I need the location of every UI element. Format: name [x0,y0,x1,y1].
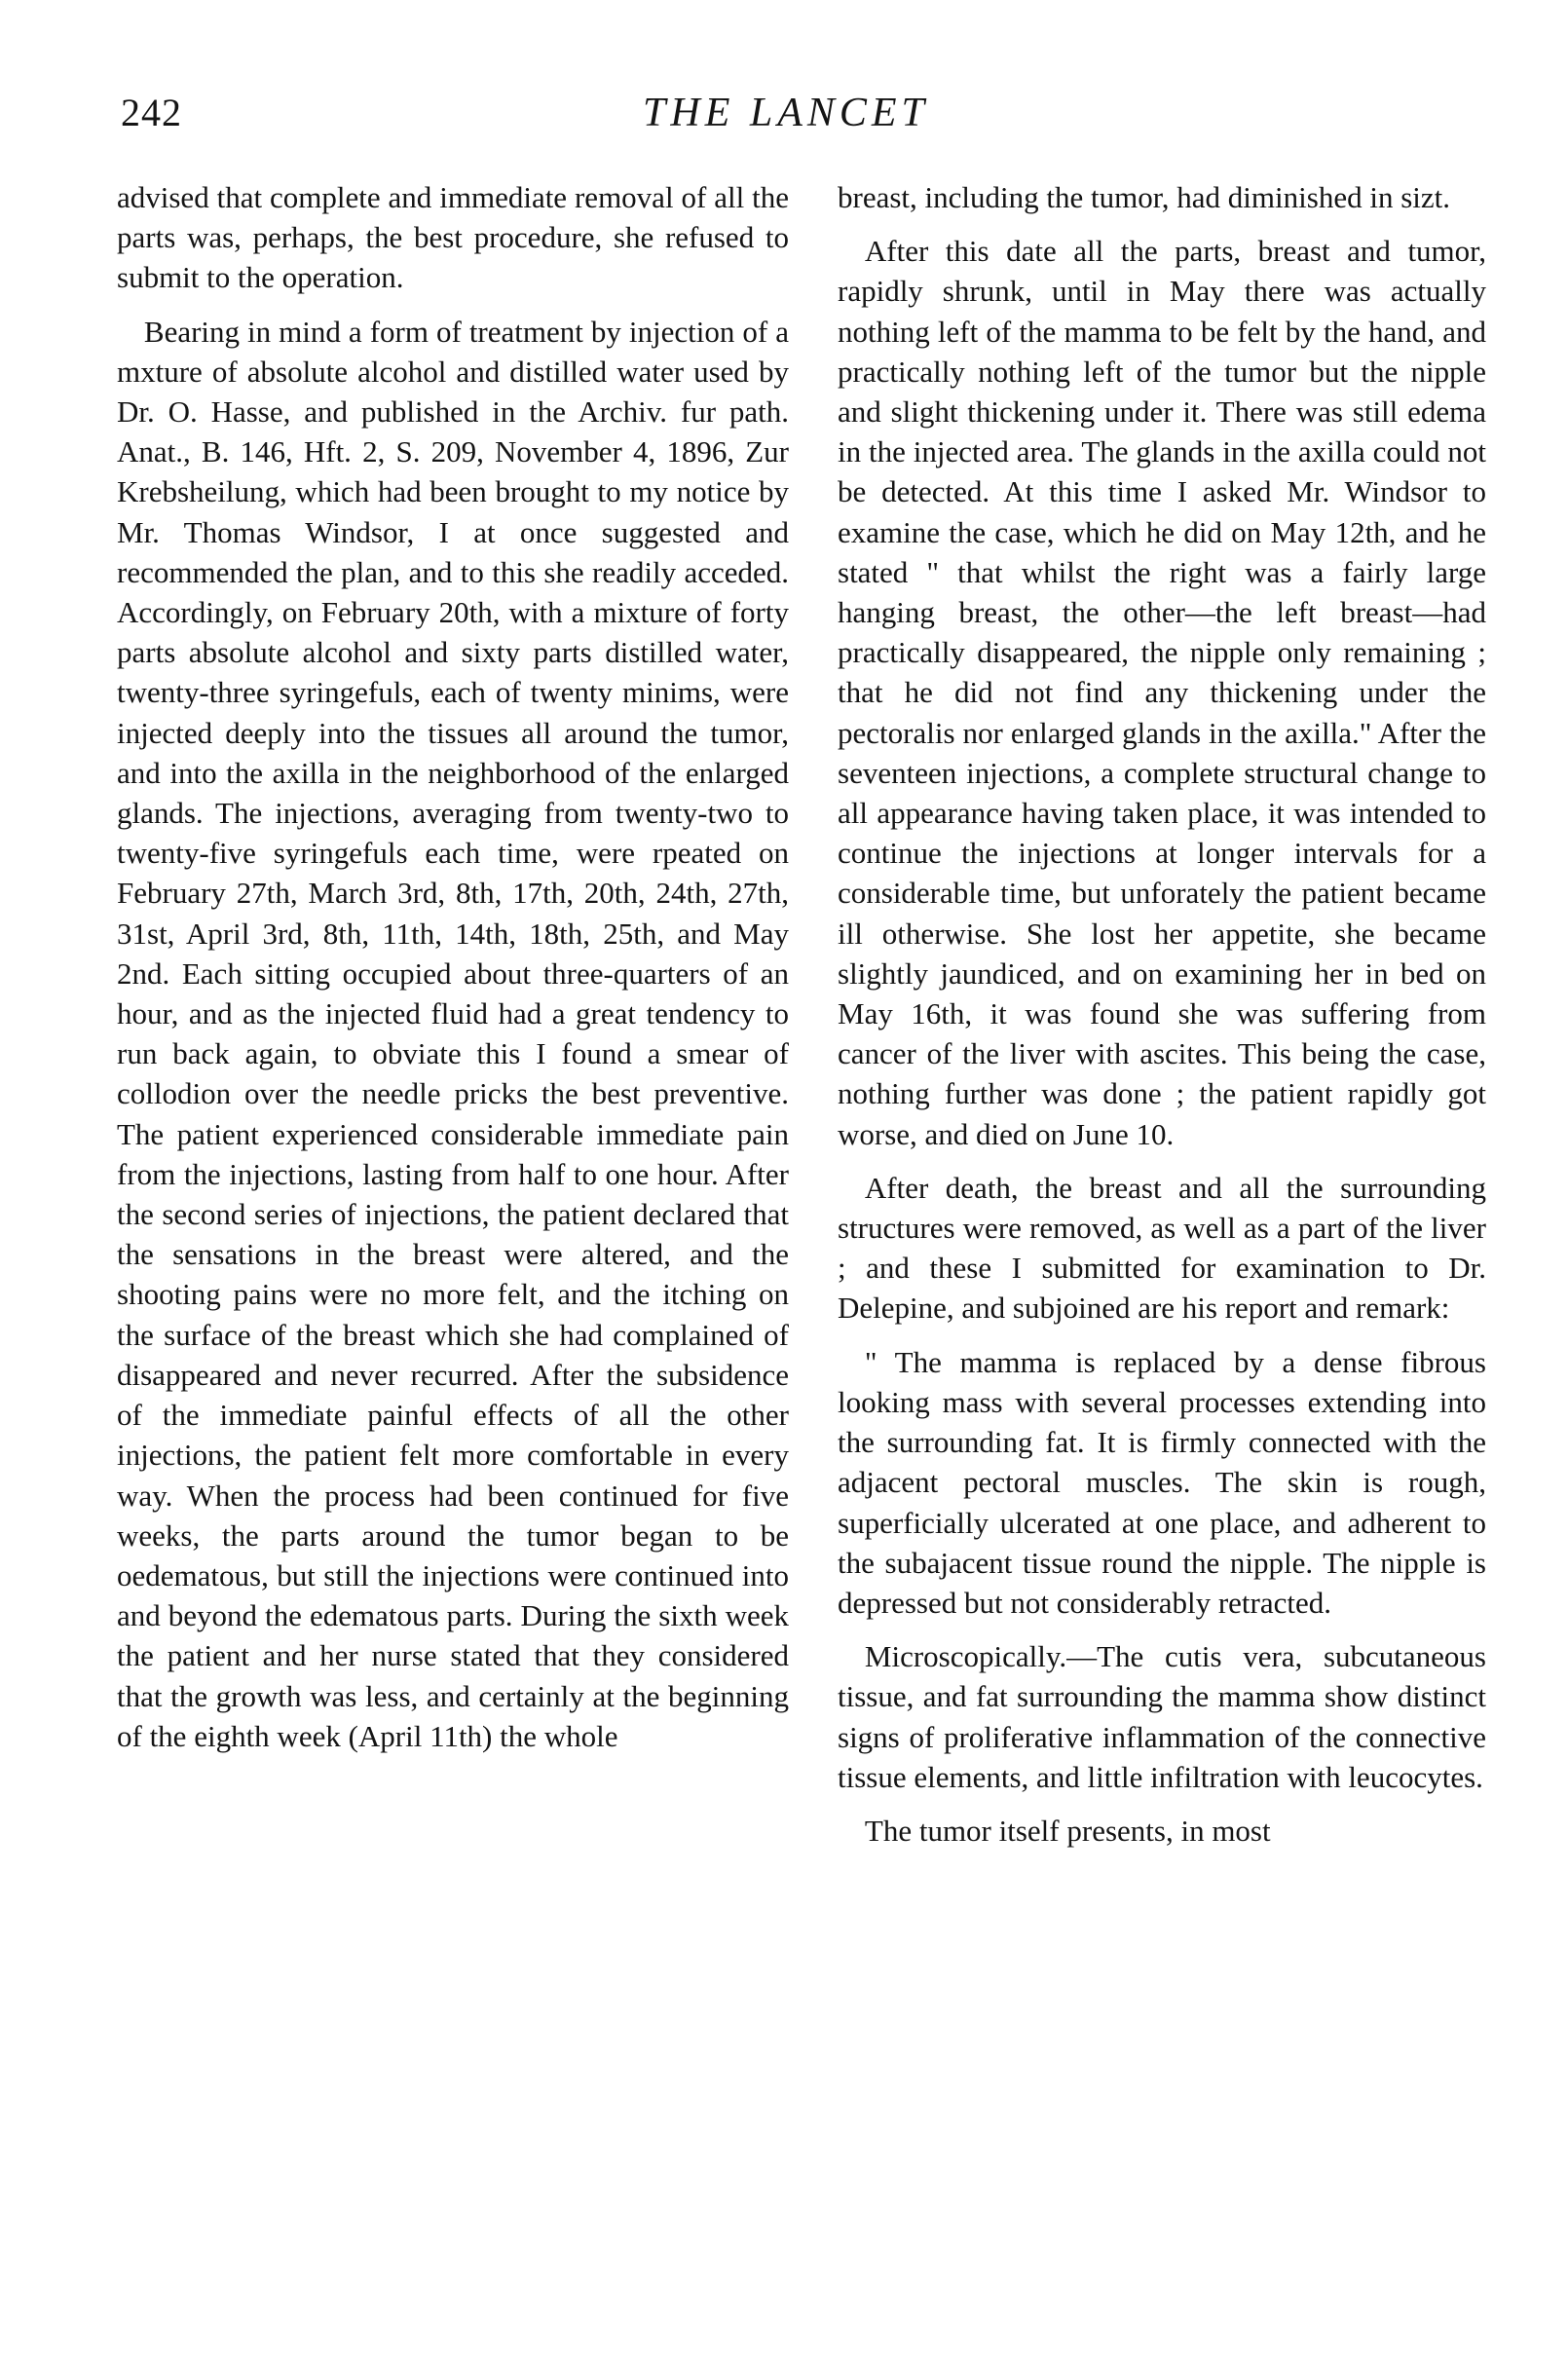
paragraph: breast, including the tumor, had diminished in sizt. [838,180,1450,214]
journal-title: THE LANCET [643,91,929,135]
paragraph: After this date all the parts, breast and tumor, rapidly shrunk, until in May there was actually nothing left of the mamma to be felt by the hand, and practically nothing left of the tumor but the nipple and slight thickening under it. There was still edema in the injected area. The glands in the axilla could not be detected. At this time I asked Mr. Windsor to examine the case, which he did on May 12th, and he stated " that whilst the right was a fairly large hanging breast, the other—the left breast—had practically disappeared, the nipple only remaining ; that he did not find any thickening under the pectoralis nor enlarged glands in the axilla." After the seventeen injections, a complete structural change to all appearance having taken place, it was intended to continue the injections at longer intervals for a considerable time, but unforately the patient became ill otherwise. She lost her appetite, she became slightly jaundiced, and on examining her in bed on May 16th, it was found she was suffering from cancer of the liver with ascites. This being the case, nothing further was done ; the patient rapidly got worse, and died on June 10. [838,234,1486,1151]
paragraph: advised that complete and immediate removal of all the parts was, perhaps, the best procedure, she refused to submit to the operation. [117,180,789,295]
page-number: 242 [121,91,182,134]
right-column [838,177,1486,1851]
page-header [0,90,1568,148]
paragraph: Microscopically.—The cutis vera, subcutaneous tissue, and fat surrounding the mamma show distinct signs of proliferative inflammation of the connective tissue elements, and little infiltration with leucocytes. [838,1639,1486,1794]
paragraph: The tumor itself presents, in most [864,1813,1271,1848]
paragraph: After death, the breast and all the surrounding structures were removed, as well as a part of the liver ; and these I submitted for examination to Dr. Delepine, and subjoined are his report and remark: [838,1170,1486,1326]
paragraph: Bearing in mind a form of treatment by injection of a mxture of absolute alcohol and distilled water used by Dr. O. Hasse, and published in the Archiv. fur path. Anat., B. 146, Hft. 2, S. 209, November 4, 1896, Zur Krebsheilung, which had been brought to my notice by Mr. Thomas Windsor, I at once suggested and recommended the plan, and to this she readily acceded. Accordingly, on February 20th, with a mixture of forty parts absolute alcohol and sixty parts distilled water, twenty-three syringefuls, each of twenty minims, were injected deeply into the tissues all around the tumor, and into the axilla in the neighborhood of the enlarged glands. The injections, averaging from twenty-two to twenty-five syringefuls each time, were rpeated on February 27th, March 3rd, 8th, 17th, 20th, 24th, 27th, 31st, April 3rd, 8th, 11th, 14th, 18th, 25th, and May 2nd. Each sitting occupied about three-quarters of an hour, and as the injected fluid had a great tendency to run back again, to obviate this I found a smear of collodion over the needle pricks the best preventive. The patient experienced considerable immediate pain from the injections, lasting from half to one hour. After the second series of injections, the patient declared that the sensations in the breast were altered, and the shooting pains were no more felt, and the itching on the surface of the breast which she had complained of disappeared and never recurred. After the subsidence of the immediate painful effects of all the other injections, the patient felt more comfortable in every way. When the process had been continued for five weeks, the parts around the tumor began to be oedematous, but still the injections were continued into and beyond the edematous parts. During the sixth week the patient and her nurse stated that they considered that the growth was less, and certainly at the beginning of the eighth week (April 11th) the whole [117,314,789,1753]
left-column [117,177,789,1756]
paragraph: " The mamma is replaced by a dense fibrous looking mass with several processes extending into the surrounding fat. It is firmly connected with the adjacent pectoral muscles. The skin is rough, superficially ulcerated at one place, and adherent to the subajacent tissue round the nipple. The nipple is depressed but not considerably retracted. [838,1344,1486,1620]
